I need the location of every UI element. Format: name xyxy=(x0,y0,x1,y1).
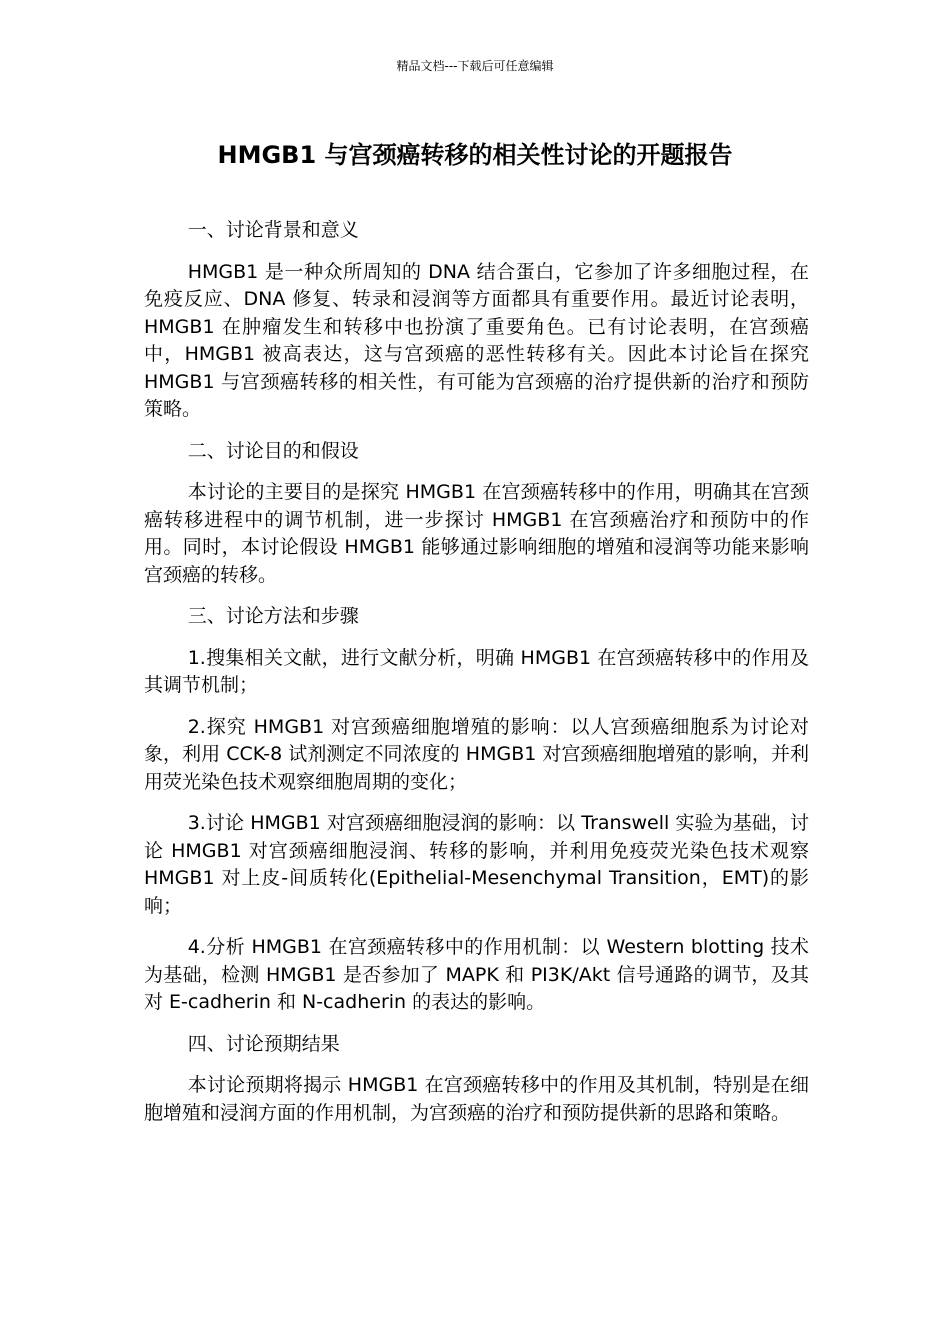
header-note: 精品文档---下载后可任意编辑 xyxy=(396,59,554,73)
paragraph-background: HMGB1 是一种众所周知的 DNA 结合蛋白，它参加了许多细胞过程，在免疫反应、DNA 修复、转录和浸润等方面都具有重要作用。最近讨论表明，HMGB1 在肿瘤发生和转移中也扮演了重要角色。已有讨论表明，在宫颈癌中，HMGB1 被高表达，这与宫颈癌的恶性转移有关。因此本讨论旨在探究 HMGB1 与宫颈癌转移的相关性，有可能为宫颈癌的治疗提供新的治疗和预防策略。 xyxy=(144,260,809,420)
document-body xyxy=(144,217,809,1141)
method-step-2: 2.探究 HMGB1 对宫颈癌细胞增殖的影响：以人宫颈癌细胞系为讨论对象，利用 CCK-8 试剂测定不同浓度的 HMGB1 对宫颈癌细胞增殖的影响，并利用荧光染色技术观察细胞周期的变化； xyxy=(144,715,809,793)
section-heading-background: 一、讨论背景和意义 xyxy=(187,219,359,241)
section-heading-expected-results: 四、讨论预期结果 xyxy=(187,1032,340,1055)
method-step-3: 3.讨论 HMGB1 对宫颈癌细胞浸润的影响：以 Transwell 实验为基础，讨论 HMGB1 对宫颈癌细胞浸润、转移的影响，并利用免疫荧光染色技术观察 HMGB1 对上皮-间质转化(Epithelial-Mesenchymal Transition，EMT)的影响； xyxy=(144,812,809,917)
paragraph-expected-results: 本讨论预期将揭示 HMGB1 在宫颈癌转移中的作用及其机制，特别是在细胞增殖和浸润方面的作用机制，为宫颈癌的治疗和预防提供新的思路和策略。 xyxy=(144,1074,809,1124)
method-step-1: 1.搜集相关文献，进行文献分析，明确 HMGB1 在宫颈癌转移中的作用及其调节机制； xyxy=(144,646,809,696)
paragraph-objectives: 本讨论的主要目的是探究 HMGB1 在宫颈癌转移中的作用，明确其在宫颈癌转移进程中的调节机制，进一步探讨 HMGB1 在宫颈癌治疗和预防中的作用。同时，本讨论假设 HMGB1 能够通过影响细胞的增殖和浸润等功能来影响宫颈癌的转移。 xyxy=(144,481,809,586)
document-title: HMGB1 与宫颈癌转移的相关性讨论的开题报告 xyxy=(217,141,733,169)
method-step-4: 4.分析 HMGB1 在宫颈癌转移中的作用机制：以 Western blotting 技术为基础，检测 HMGB1 是否参加了 MAPK 和 PI3K/Akt 信号通路的调节，及其对 E-cadherin 和 N-cadherin 的表达的影响。 xyxy=(144,936,809,1013)
section-heading-methods: 三、讨论方法和步骤 xyxy=(187,605,359,627)
section-heading-objectives: 二、讨论目的和假设 xyxy=(187,439,359,462)
